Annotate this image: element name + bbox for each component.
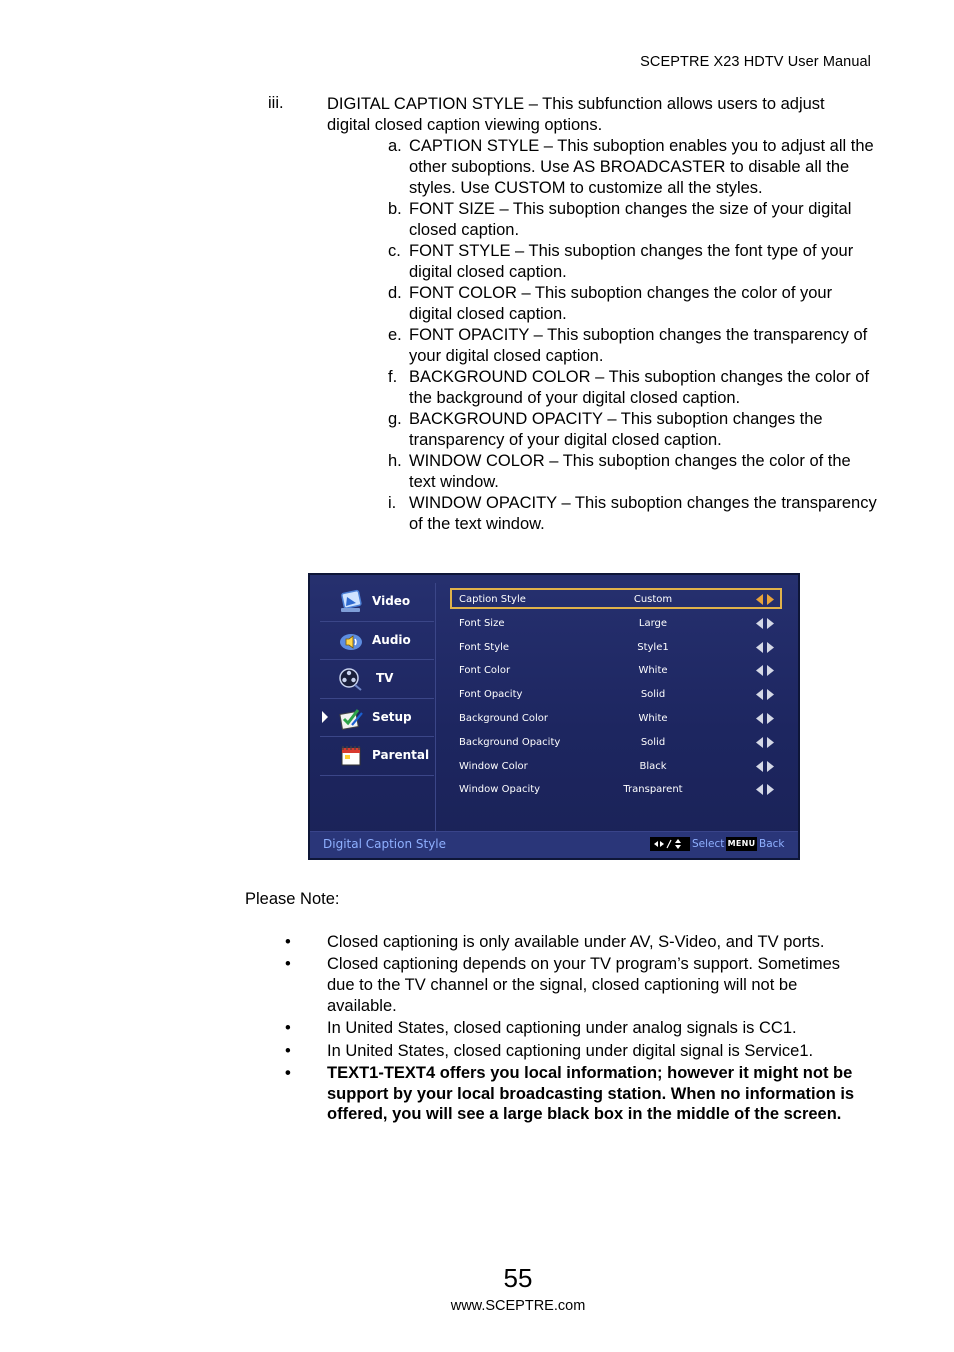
suboption-letter: h.: [388, 452, 402, 470]
osd-menu-item-setup[interactable]: [320, 699, 434, 738]
suboption-letter: f.: [388, 368, 398, 386]
note-item: [285, 932, 867, 953]
osd-menu-label: Video: [372, 594, 411, 608]
osd-menu-label: Setup: [372, 709, 412, 724]
osd-screenshot: [308, 573, 800, 860]
setting-label: Font Style: [459, 641, 510, 653]
bullet: •: [285, 1063, 291, 1082]
note-text: In United States, closed captioning under digital signal is Service1.: [327, 1041, 814, 1060]
suboption-letter: d.: [388, 284, 402, 302]
setting-value: White: [638, 665, 668, 677]
section-intro: DIGITAL CAPTION STYLE – This subfunction allows users to adjust digital closed caption viewing options.: [327, 95, 825, 134]
suboption-item: [388, 325, 878, 367]
notes-list: [285, 932, 867, 1127]
setting-row-font-style[interactable]: [450, 636, 782, 660]
parental-icon: [338, 743, 364, 769]
selected-pointer-icon: [322, 711, 328, 723]
suboption-item: [388, 367, 878, 409]
note-text: In United States, closed captioning under analog signals is CC1.: [327, 1019, 797, 1038]
suboption-text: FONT SIZE – This suboption changes the size of your digital closed caption.: [409, 200, 852, 239]
suboption-text: CAPTION STYLE – This suboption enables you to adjust all the other suboptions. Use AS BROADCASTER to disable all the styles. Use CUSTOM to customize all the styles.: [409, 137, 874, 197]
setting-value: Black: [639, 760, 667, 772]
note-text: Closed captioning is only available under AV, S-Video, and TV ports.: [327, 933, 825, 951]
note-item-important: [285, 1063, 867, 1125]
osd-divider: [435, 583, 436, 831]
osd-menu-item-video[interactable]: [320, 583, 434, 622]
setup-icon: [338, 705, 364, 731]
setting-value: White: [638, 712, 668, 724]
suboption-item: [388, 241, 878, 283]
setting-label: Caption Style: [459, 594, 526, 605]
setting-value: Custom: [633, 594, 673, 605]
suboption-item: [388, 136, 878, 199]
notes-heading: Please Note:: [245, 890, 340, 908]
osd-footer-title: Digital Caption Style: [323, 837, 447, 851]
bullet: •: [285, 955, 291, 974]
select-hint: Select: [692, 838, 725, 850]
bullet: •: [285, 1019, 291, 1038]
setting-label: Font Opacity: [459, 689, 523, 701]
osd-menu-label: Parental: [372, 748, 430, 762]
back-hint: Back: [759, 838, 785, 850]
setting-row-font-opacity[interactable]: [450, 683, 782, 707]
left-right-arrows-icon[interactable]: [756, 689, 774, 700]
suboption-text: FONT COLOR – This suboption changes the color of your digital closed caption.: [409, 284, 833, 323]
suboption-letter: b.: [388, 200, 402, 218]
suboption-text: BACKGROUND COLOR – This suboption changes the color of the background of your digital closed caption.: [409, 368, 870, 407]
left-right-arrows-icon[interactable]: [756, 665, 774, 676]
left-right-arrows-icon[interactable]: [756, 761, 774, 772]
page-number: 55: [503, 1263, 533, 1293]
suboption-item: [388, 451, 878, 493]
left-right-arrows-icon[interactable]: [756, 784, 774, 795]
audio-icon: [338, 628, 364, 654]
note-item: [285, 1041, 867, 1062]
suboption-text: FONT OPACITY – This suboption changes the transparency of your digital closed caption.: [409, 326, 868, 365]
suboption-letter: e.: [388, 326, 402, 344]
setting-label: Window Color: [459, 760, 528, 772]
suboption-letter: g.: [388, 410, 402, 428]
left-right-arrows-icon[interactable]: [756, 642, 774, 653]
setting-row-font-size[interactable]: [450, 612, 782, 636]
suboption-letter: c.: [388, 242, 401, 260]
suboption-text: WINDOW COLOR – This suboption changes the color of the text window.: [409, 452, 851, 491]
setting-label: Font Size: [459, 617, 505, 629]
note-item: [285, 1018, 867, 1039]
tv-icon: [338, 666, 364, 692]
setting-value: Large: [638, 617, 668, 629]
setting-label: Background Color: [459, 712, 548, 724]
osd-menu-label: TV: [376, 671, 394, 685]
bullet: •: [285, 1041, 291, 1060]
suboption-text: BACKGROUND OPACITY – This suboption changes the transparency of your digital closed caption.: [409, 410, 823, 449]
manual-title: SCEPTRE X23 HDTV User Manual: [640, 54, 871, 70]
setting-value: Solid: [640, 736, 666, 748]
suboption-item: [388, 409, 878, 451]
navigation-keys-icon: [650, 837, 690, 851]
note-text: TEXT1-TEXT4 offers you local information; however it might not be support by your local broadcasting station. When no information is offered, you will see a large black box in the middle of the screen.: [327, 1063, 855, 1124]
suboption-item: [388, 493, 878, 535]
left-right-arrows-icon[interactable]: [756, 618, 774, 629]
osd-menu-item-parental[interactable]: [320, 737, 434, 776]
section-numeral: iii.: [268, 94, 284, 112]
setting-row-background-opacity[interactable]: [450, 731, 782, 755]
setting-row-font-color[interactable]: [450, 659, 782, 683]
left-right-arrows-icon[interactable]: [756, 737, 774, 748]
left-right-arrows-icon[interactable]: [756, 713, 774, 724]
suboption-item: [388, 199, 878, 241]
setting-row-background-color[interactable]: [450, 707, 782, 731]
osd-menu-label: Audio: [372, 632, 411, 647]
setting-row-window-opacity[interactable]: [450, 778, 782, 802]
left-right-arrows-icon[interactable]: [756, 594, 774, 605]
caption-settings-table: [450, 588, 782, 802]
suboption-item: [388, 283, 878, 325]
suboption-text: WINDOW OPACITY – This suboption changes the transparency of the text window.: [409, 494, 877, 533]
suboption-letter: i.: [388, 494, 397, 512]
setting-label: Background Opacity: [459, 736, 561, 748]
menu-key-badge: MENU: [726, 837, 757, 851]
osd-footer-bar: [310, 831, 798, 858]
osd-menu-item-audio[interactable]: [320, 622, 434, 661]
suboption-letter: a.: [388, 137, 402, 155]
setting-value: Style1: [637, 641, 669, 653]
setting-value: Solid: [640, 689, 666, 701]
setting-row-caption-style[interactable]: [450, 588, 782, 609]
osd-menu-item-tv[interactable]: [320, 660, 434, 699]
setting-label: Font Color: [459, 665, 511, 677]
bullet: •: [285, 933, 291, 951]
note-item: [285, 954, 867, 1016]
note-text: Closed captioning depends on your TV program’s support. Sometimes due to the TV channel or the signal, closed captioning will not be available.: [327, 955, 841, 1015]
video-icon: [338, 589, 364, 615]
setting-row-window-color[interactable]: [450, 755, 782, 779]
suboption-list: [388, 136, 878, 535]
setting-label: Window Opacity: [459, 784, 541, 796]
osd-main-menu: [320, 583, 434, 776]
website-url: www.SCEPTRE.com: [450, 1298, 586, 1314]
suboption-text: FONT STYLE – This suboption changes the font type of your digital closed caption.: [409, 242, 854, 281]
setting-value: Transparent: [623, 784, 683, 796]
